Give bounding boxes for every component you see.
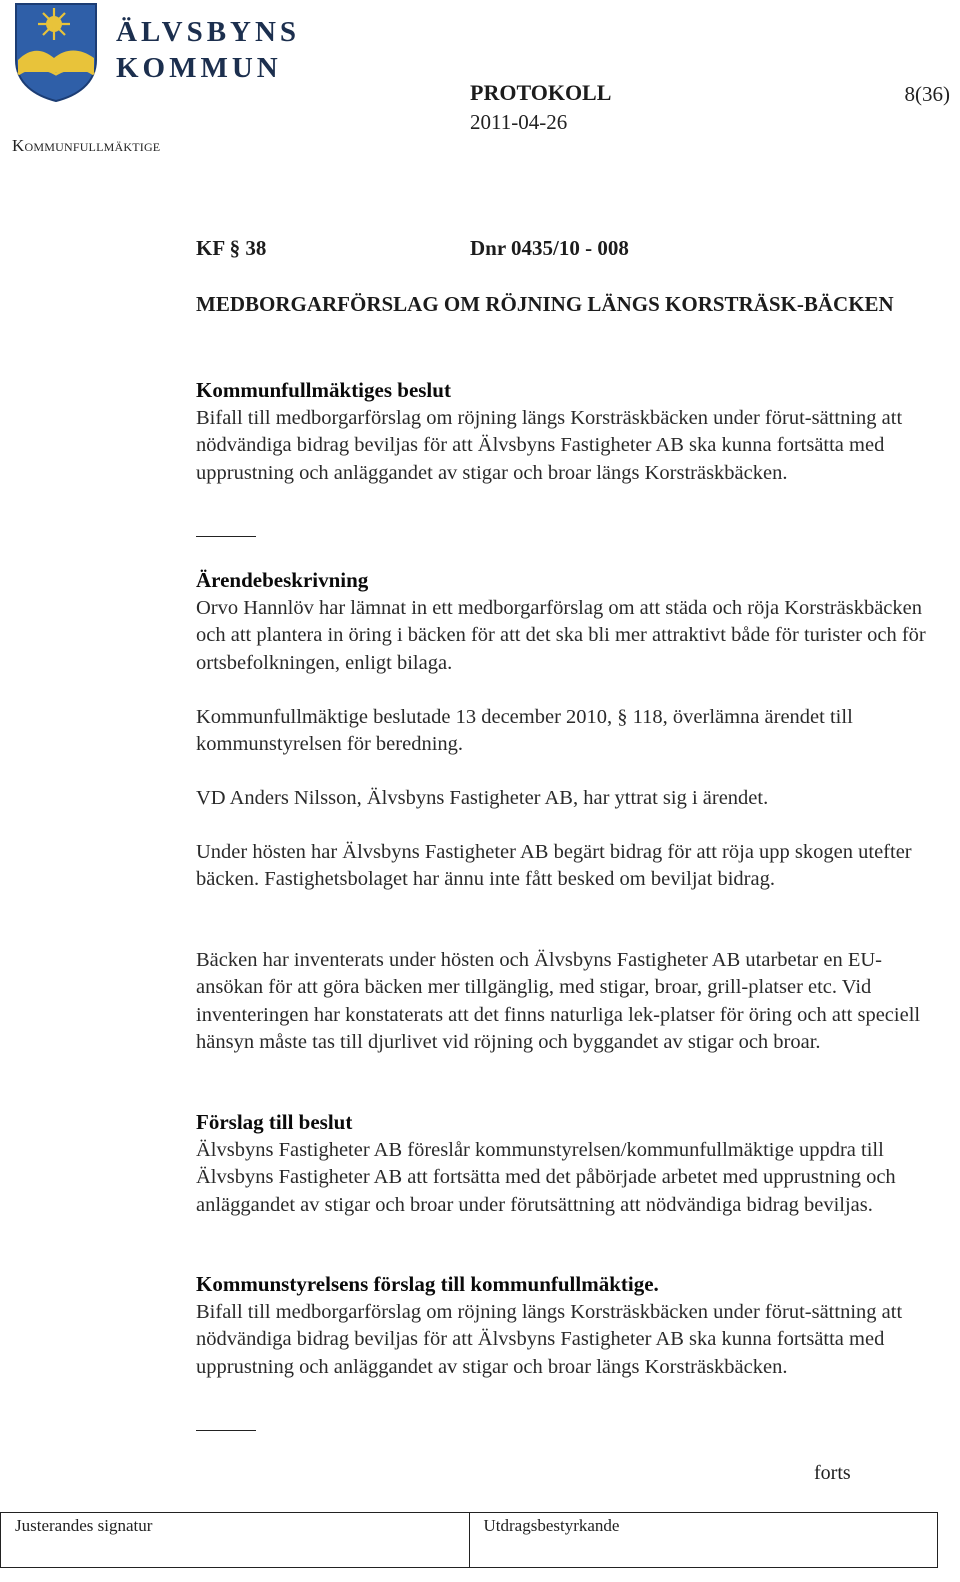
case-title: MEDBORGARFÖRSLAG OM RÖJNING LÄNGS KORSTRÄSK-BÄCKEN	[196, 292, 894, 316]
description-paragraph: Under hösten har Älvsbyns Fastigheter AB begärt bidrag för att röja upp skogen utefter bäcken. Fastighetsbolaget har ännu inte fått besked om beviljat bidrag.	[196, 841, 912, 891]
signature-table	[0, 1512, 938, 1568]
document-type: PROTOKOLL	[470, 80, 612, 105]
council-label: Kommunfullmäktige	[12, 136, 161, 155]
description-paragraph: Orvo Hannlöv har lämnat in ett medborgarförslag om att städa och röja Korsträskbäcken och att plantera in öring i bäcken för att det ska bli mer attraktivt både för turister och för ortsbefolkningen, enligt bilaga.	[196, 597, 926, 674]
signature-label: Justerandes signatur	[15, 1516, 153, 1535]
decision-text: Bifall till medborgarförslag om röjning längs Korsträskbäcken under förut-sättning att nödvändiga bidrag beviljas för att Älvsbyns Fastigheter AB ska kunna fortsätta med upprustning och anläggandet av stigar och broar längs Korsträskbäcken.	[196, 407, 903, 484]
case-number: Dnr 0435/10 - 008	[470, 236, 629, 260]
board-proposal-heading: Kommunstyrelsens förslag till kommunfullmäktige.	[196, 1272, 659, 1296]
section-divider	[196, 1430, 256, 1431]
proposal-heading: Förslag till beslut	[196, 1110, 353, 1134]
board-proposal-text: Bifall till medborgarförslag om röjning längs Korsträskbäcken under förut-sättning att nödvändiga bidrag beviljas för att Älvsbyns Fastigheter AB ska kunna fortsätta med upprustning och anläggandet av stigar och broar längs Korsträskbäcken.	[196, 1301, 903, 1378]
description-paragraph: Bäcken har inventerats under hösten och Älvsbyns Fastigheter AB utarbetar en EU-ansökan för att göra bäcken mer tillgänglig, med stigar, broar, grill-platser etc. Vid inventeringen har konstaterats att det finns naturliga lek-platser för öring och att speciell hänsyn måste tas till djurlivet vid röjning och byggandet av stigar och broar.	[196, 949, 921, 1053]
municipality-name-line1: ÄLVSBYNS	[116, 16, 301, 48]
municipality-name	[116, 14, 300, 86]
description-paragraph: VD Anders Nilsson, Älvsbyns Fastigheter AB, har yttrat sig i ärendet.	[196, 787, 769, 809]
continued-label: forts	[814, 1462, 851, 1484]
municipality-name-line2: KOMMUN	[116, 52, 282, 84]
proposal-text: Älvsbyns Fastigheter AB föreslår kommunstyrelsen/kommunfullmäktige uppdra till Älvsbyns Fastigheter AB att fortsätta med det påbörjade arbetet med upprustning och anläggandet av stigar och broar under förutsättning att nödvändiga bidrag beviljas.	[196, 1139, 896, 1216]
municipal-coat-of-arms-icon	[14, 2, 98, 102]
extract-cell	[470, 1513, 938, 1567]
description-paragraph: Kommunfullmäktige beslutade 13 december 2010, § 118, överlämna ärendet till kommunstyrelsen för beredning.	[196, 706, 853, 756]
document-date: 2011-04-26	[470, 110, 568, 134]
page-number: 8(36)	[904, 82, 950, 106]
paragraph-reference: KF § 38	[196, 236, 267, 260]
section-divider	[196, 536, 256, 537]
signature-cell	[1, 1513, 470, 1567]
description-heading: Ärendebeskrivning	[196, 568, 369, 592]
extract-label: Utdragsbestyrkande	[483, 1516, 620, 1535]
decision-heading: Kommunfullmäktiges beslut	[196, 378, 451, 402]
